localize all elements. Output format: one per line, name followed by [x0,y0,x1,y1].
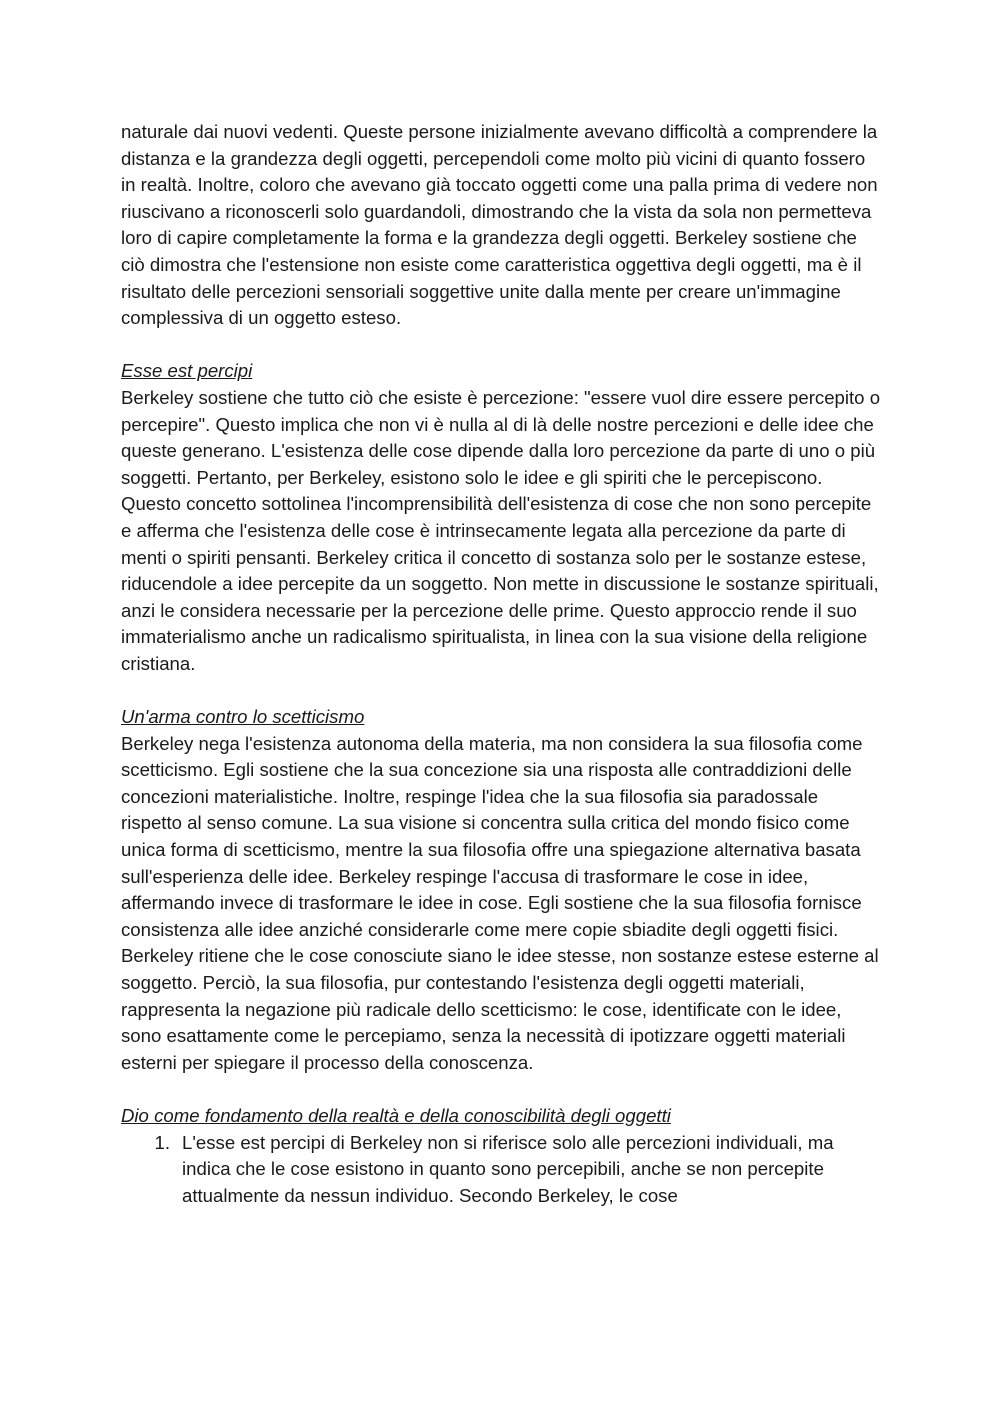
numbered-list [121,1130,881,1210]
section-body-scetticismo: Berkeley nega l'esistenza autonoma della materia, ma non considera la sua filosofia come scetticismo. Egli sostiene che la sua concezione sia una risposta alle contraddizioni delle concezioni materialistiche. Inoltre, respinge l'idea che la sua filosofia sia paradossale rispetto al senso comune. La sua visione si concentra sulla critica del mondo fisico come unica forma di scetticismo, mentre la sua filosofia offre una spiegazione alternativa basata sull'esperienza delle idee. Berkeley respinge l'accusa di trasformare le cose in idee, affermando invece di trasformare le idee in cose. Egli sostiene che la sua filosofia fornisce consistenza alle idee anziché considerarle come mere copie sbiadite degli oggetti fisici. Berkeley ritiene che le cose conosciute siano le idee stesse, non sostanze estese esterne al soggetto. Perciò, la sua filosofia, pur contestando l'esistenza degli oggetti materiali, rappresenta la negazione più radicale dello scetticismo: le cose, identificate con le idee, sono esattamente come le percepiamo, senza la necessità di ipotizzare oggetti materiali esterni per spiegare il processo della conoscenza. [121,732,879,1073]
section-heading-dio: Dio come fondamento della realtà e della conoscibilità degli oggetti [121,1104,671,1126]
list-item-number: 1. [154,1131,170,1153]
list-item-text: L'esse est percipi di Berkeley non si riferisce solo alle percezioni individuali, ma indica che le cose esistono in quanto sono percepibili, anche se non percepite attualmente da nessun individuo. Secondo Berkeley, le cose [182,1131,834,1206]
section-heading-scetticismo: Un'arma contro lo scetticismo [121,706,365,728]
list-item [121,1130,881,1210]
section-heading-esse-est-percipi: Esse est percipi [121,360,253,382]
paragraph-spacer [121,332,881,359]
section-body-esse-est-percipi: Berkeley sostiene che tutto ciò che esiste è percezione: "essere vuol dire essere percepito o percepire". Questo implica che non vi è nulla al di là delle nostre percezioni e delle idee che queste generano. L'esistenza delle cose dipende dalla loro percezione da parte di uno o più soggetti. Pertanto, per Berkeley, esistono solo le idee e gli spiriti che le percepiscono. Questo concetto sottolinea l'incomprensibilità dell'esistenza di cose che non sono percepite e afferma che l'esistenza delle cose è intrinsecamente legata alla percezione da parte di menti o spiriti pensanti. Berkeley critica il concetto di sostanza solo per le sostanze estese, riducendole a idee percepite da un soggetto. Non mette in discussione le sostanze spirituali, anzi le considera necessarie per la percezione delle prime. Questo approccio rende il suo immaterialismo anche un radicalismo spiritualista, in linea con la sua visione della religione cristiana. [121,386,881,674]
paragraph-spacer [121,1076,881,1103]
intro-paragraph: naturale dai nuovi vedenti. Queste persone inizialmente avevano difficoltà a comprendere la distanza e la grandezza degli oggetti, percependoli come molto più vicini di quanto fossero in realtà. Inoltre, coloro che avevano già toccato oggetti come una palla prima di vedere non riuscivano a riconoscerli solo guardandoli, dimostrando che la vista da sola non permetteva loro di capire completamente la forma e la grandezza degli oggetti. Berkeley sostiene che ciò dimostra che l'estensione non esiste come caratteristica oggettiva degli oggetti, ma è il risultato delle percezioni sensoriali soggettive unite dalla mente per creare un'immagine complessiva di un oggetto esteso. [121,121,878,329]
paragraph-spacer [121,677,881,704]
document-page [121,119,881,1209]
